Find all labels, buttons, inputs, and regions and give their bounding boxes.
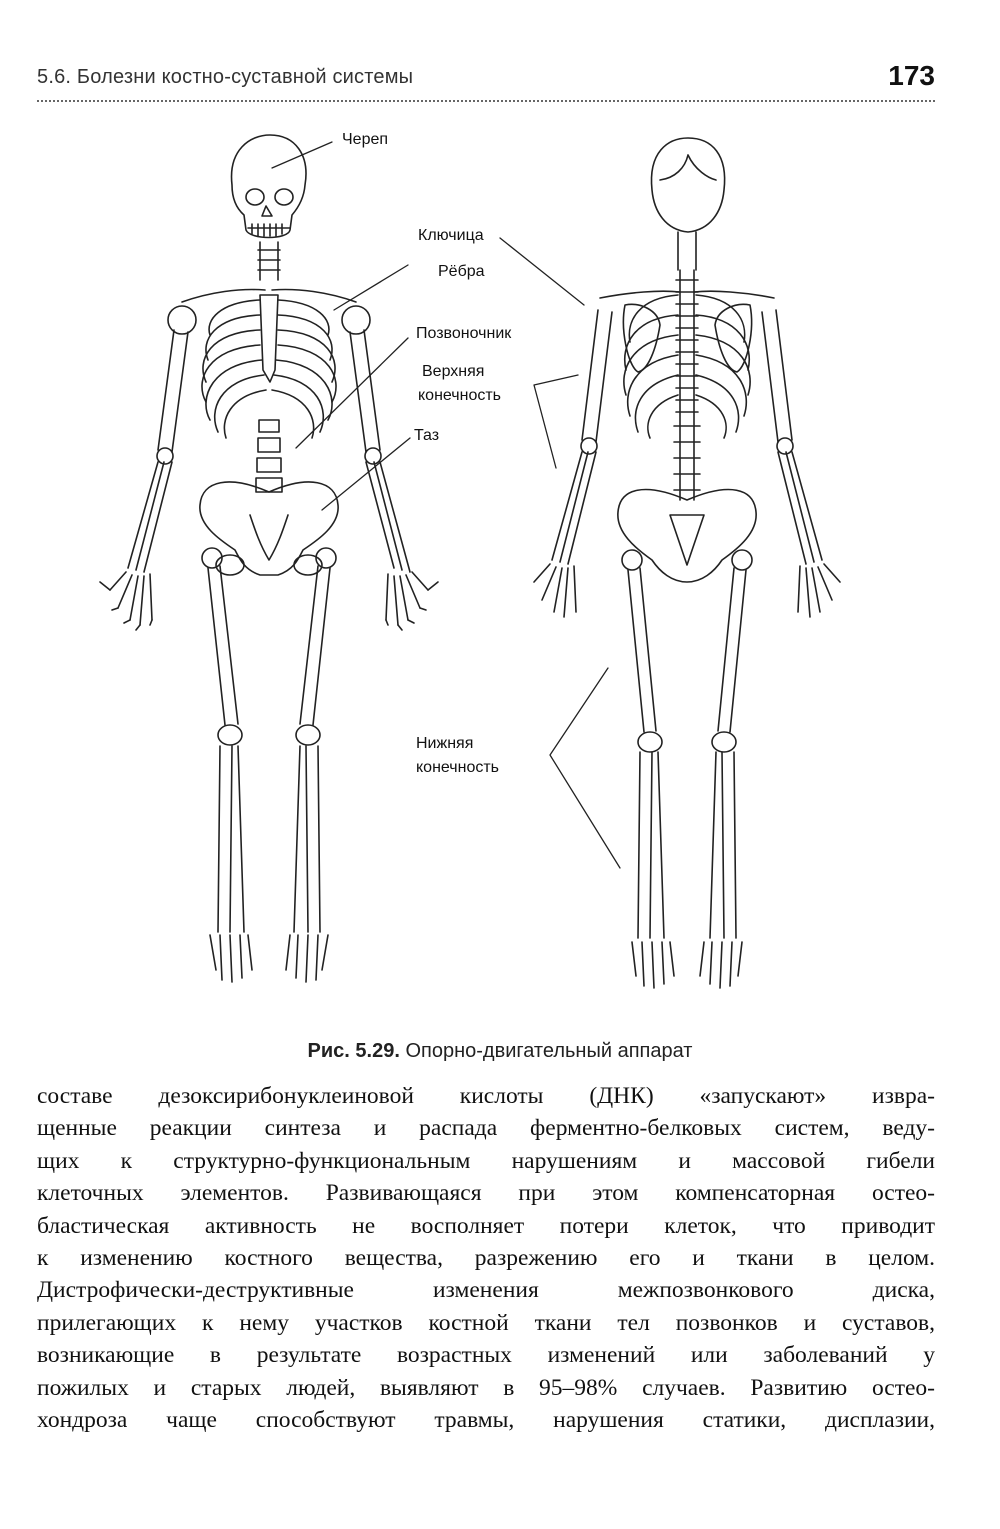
text-line: щих к структурно-функциональным нарушениям и массовой гибели bbox=[37, 1147, 935, 1174]
label-ribs: Рёбра bbox=[438, 263, 485, 280]
page-number: 173 bbox=[888, 60, 935, 91]
caption-label: Рис. 5.29. bbox=[307, 1040, 400, 1062]
text-line: возникающие в результате возрастных изменений или заболеваний у bbox=[37, 1342, 935, 1369]
header-dotted-rule bbox=[37, 100, 935, 102]
label-lower-limb-1: Нижняя bbox=[416, 735, 474, 752]
text-line: прилегающих к нему участков костной ткани тел позвонков и суставов, bbox=[37, 1309, 935, 1336]
label-upper-limb-2: конечность bbox=[418, 387, 502, 404]
caption-text: Опорно-двигательный аппарат bbox=[405, 1040, 693, 1062]
label-skull: Череп bbox=[342, 131, 389, 148]
text-line: составе дезоксирибонуклеиновой кислоты (ДНК) «запускают» извра- bbox=[37, 1083, 935, 1109]
running-head: 5.6. Болезни костно-суставной системы bbox=[37, 66, 414, 88]
label-upper-limb-1: Верхняя bbox=[422, 363, 485, 380]
label-pelvis: Таз bbox=[414, 427, 440, 444]
body-text bbox=[37, 1080, 935, 1436]
text-line: Дистрофически-деструктивные изменения межпозвонкового диска, bbox=[37, 1277, 935, 1304]
label-lower-limb-2: конечность bbox=[416, 759, 500, 776]
page-header bbox=[37, 60, 935, 100]
figure-caption bbox=[0, 1040, 1000, 1063]
skeleton-illustration bbox=[60, 120, 940, 1030]
text-line: пожилых и старых людей, выявляют в 95–98% случаев. Развитию остео- bbox=[37, 1374, 935, 1401]
text-line: клеточных элементов. Развивающаяся при этом компенсаторная остео- bbox=[37, 1180, 935, 1207]
label-clavicle: Ключица bbox=[418, 227, 484, 244]
text-line: бластическая активность не восполняет потери клеток, что приводит bbox=[37, 1212, 935, 1239]
text-line: хондроза чаще способствуют травмы, нарушения статики, дисплазии, bbox=[37, 1406, 935, 1433]
skeleton-figure bbox=[60, 120, 940, 1030]
front-skeleton bbox=[100, 135, 438, 982]
text-line: щенные реакции синтеза и распада ферментно-белковых систем, веду- bbox=[37, 1115, 935, 1142]
text-line: к изменению костного вещества, разрежению его и ткани в целом. bbox=[37, 1244, 935, 1271]
back-skeleton bbox=[534, 138, 840, 988]
label-spine: Позвоночник bbox=[416, 325, 512, 342]
